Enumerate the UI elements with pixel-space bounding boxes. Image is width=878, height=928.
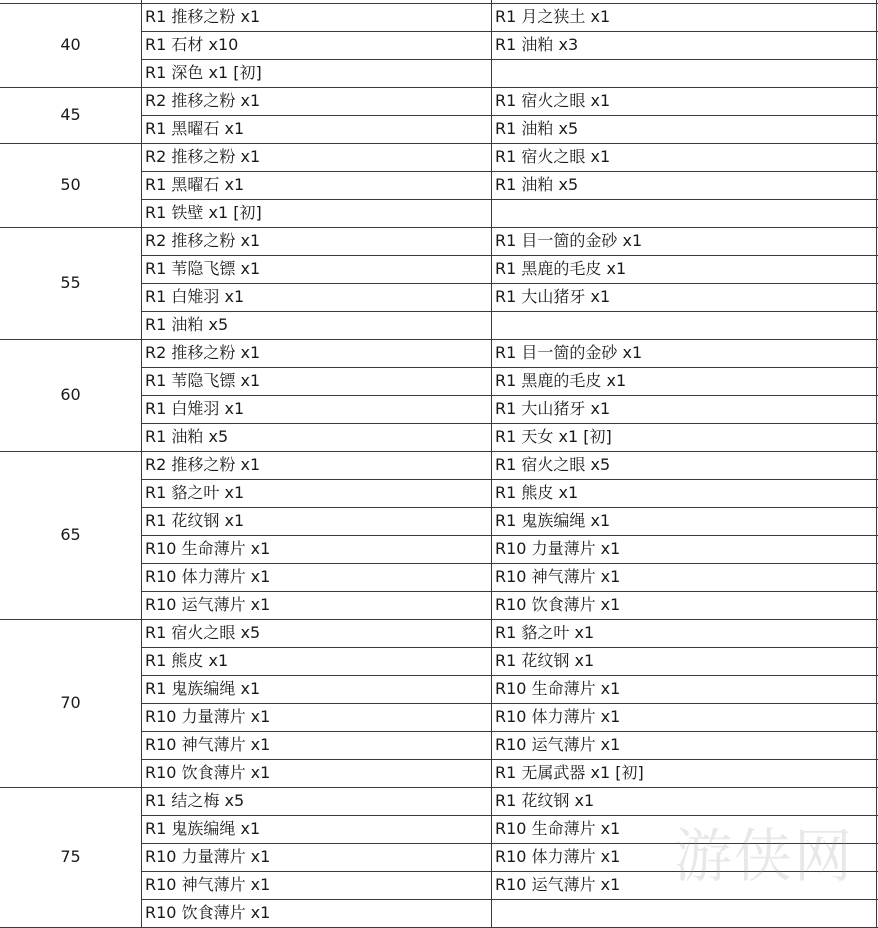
- material-cell-right: R1 宿火之眼 x5: [495, 455, 611, 474]
- material-cell-left: R1 苇隐飞镖 x1: [145, 259, 261, 278]
- material-cell-left: R10 饮食薄片 x1: [145, 903, 271, 922]
- material-cell-left: R1 白雉羽 x1: [145, 399, 245, 418]
- material-cell-right: [495, 311, 875, 339]
- material-cell-left: R1 推移之粉 x1: [145, 7, 261, 26]
- material-cell-left: R1 鬼族编绳 x1: [145, 819, 261, 838]
- material-cell-right: R1 花纹钢 x1: [495, 791, 595, 810]
- column-divider-middle: [491, 0, 492, 927]
- material-cell-right: R1 无属武器 x1 [初]: [495, 763, 644, 782]
- material-cell-left: R1 铁壁 x1 [初]: [145, 203, 262, 222]
- material-cell-left: R2 推移之粉 x1: [145, 231, 261, 250]
- material-cell-left: R10 运气薄片 x1: [145, 595, 271, 614]
- material-cell-right: R10 生命薄片 x1: [495, 819, 621, 838]
- level-cell: 70: [60, 693, 81, 712]
- material-cell-left: R2 推移之粉 x1: [145, 455, 261, 474]
- material-cell-right: R1 宿火之眼 x1: [495, 147, 611, 166]
- material-cell-left: R2 推移之粉 x1: [145, 343, 261, 362]
- material-cell-right: R1 目一箇的金砂 x1: [495, 343, 643, 362]
- material-cell-left: R1 结之梅 x5: [145, 791, 245, 810]
- material-cell-left: R1 花纹钢 x1: [145, 511, 245, 530]
- material-cell-right: R10 运气薄片 x1: [495, 735, 621, 754]
- material-cell-right: R10 生命薄片 x1: [495, 679, 621, 698]
- material-cell-right: R10 运气薄片 x1: [495, 875, 621, 894]
- material-cell-right: R10 神气薄片 x1: [495, 567, 621, 586]
- material-cell-right: R1 鬼族编绳 x1: [495, 511, 611, 530]
- material-cell-right: R1 黑鹿的毛皮 x1: [495, 259, 627, 278]
- material-cell-right: R1 宿火之眼 x1: [495, 91, 611, 110]
- material-cell-right: R1 大山猪牙 x1: [495, 399, 611, 418]
- material-cell-left: R1 黑曜石 x1: [145, 119, 245, 138]
- material-cell-left: R1 油粕 x5: [145, 315, 229, 334]
- material-cell-left: R1 黑曜石 x1: [145, 175, 245, 194]
- material-cell-right: R1 目一箇的金砂 x1: [495, 231, 643, 250]
- material-cell-right: R1 天女 x1 [初]: [495, 427, 612, 446]
- material-cell-right: R1 油粕 x3: [495, 35, 579, 54]
- material-cell-left: R1 苇隐飞镖 x1: [145, 371, 261, 390]
- material-cell-right: R1 大山猪牙 x1: [495, 287, 611, 306]
- material-cell-left: R1 深色 x1 [初]: [145, 63, 262, 82]
- material-cell-right: R1 月之狭土 x1: [495, 7, 611, 26]
- material-cell-left: R10 力量薄片 x1: [145, 847, 271, 866]
- material-cell-right: R1 貉之叶 x1: [495, 623, 595, 642]
- material-cell-left: R10 体力薄片 x1: [145, 567, 271, 586]
- material-cell-left: R10 饮食薄片 x1: [145, 763, 271, 782]
- material-cell-right: R1 油粕 x5: [495, 119, 579, 138]
- column-divider-right: [876, 0, 877, 927]
- material-cell-left: R10 力量薄片 x1: [145, 707, 271, 726]
- level-cell: 50: [60, 175, 81, 194]
- material-cell-left: R10 神气薄片 x1: [145, 875, 271, 894]
- material-cell-left: R1 宿火之眼 x5: [145, 623, 261, 642]
- material-cell-left: R2 推移之粉 x1: [145, 91, 261, 110]
- material-cell-right: R10 力量薄片 x1: [495, 539, 621, 558]
- material-cell-left: R1 油粕 x5: [145, 427, 229, 446]
- level-cell: 45: [60, 105, 81, 124]
- material-cell-left: R1 白雉羽 x1: [145, 287, 245, 306]
- level-cell: 65: [60, 525, 81, 544]
- material-cell-left: R10 生命薄片 x1: [145, 539, 271, 558]
- material-cell-right: R1 熊皮 x1: [495, 483, 579, 502]
- material-cell-left: R1 鬼族编绳 x1: [145, 679, 261, 698]
- material-cell-left: R2 推移之粉 x1: [145, 147, 261, 166]
- material-cell-right: [495, 899, 875, 927]
- material-cell-left: R1 熊皮 x1: [145, 651, 229, 670]
- material-cell-right: R1 花纹钢 x1: [495, 651, 595, 670]
- material-cell-right: R1 油粕 x5: [495, 175, 579, 194]
- material-cell-right: R10 体力薄片 x1: [495, 707, 621, 726]
- material-cell-left: R10 神气薄片 x1: [145, 735, 271, 754]
- material-cell-right: R10 饮食薄片 x1: [495, 595, 621, 614]
- level-cell: 40: [60, 35, 81, 54]
- material-cell-right: [495, 59, 875, 87]
- column-divider-level: [141, 0, 142, 927]
- watermark-logo: 游侠网: [673, 822, 854, 890]
- level-cell: 55: [60, 273, 81, 292]
- material-cell-right: R10 体力薄片 x1: [495, 847, 621, 866]
- material-cell-right: R1 黑鹿的毛皮 x1: [495, 371, 627, 390]
- material-cell-right: [495, 199, 875, 227]
- level-cell: 60: [60, 385, 81, 404]
- material-cell-left: R1 石材 x10: [145, 35, 239, 54]
- level-cell: 75: [60, 847, 81, 866]
- material-cell-left: R1 貉之叶 x1: [145, 483, 245, 502]
